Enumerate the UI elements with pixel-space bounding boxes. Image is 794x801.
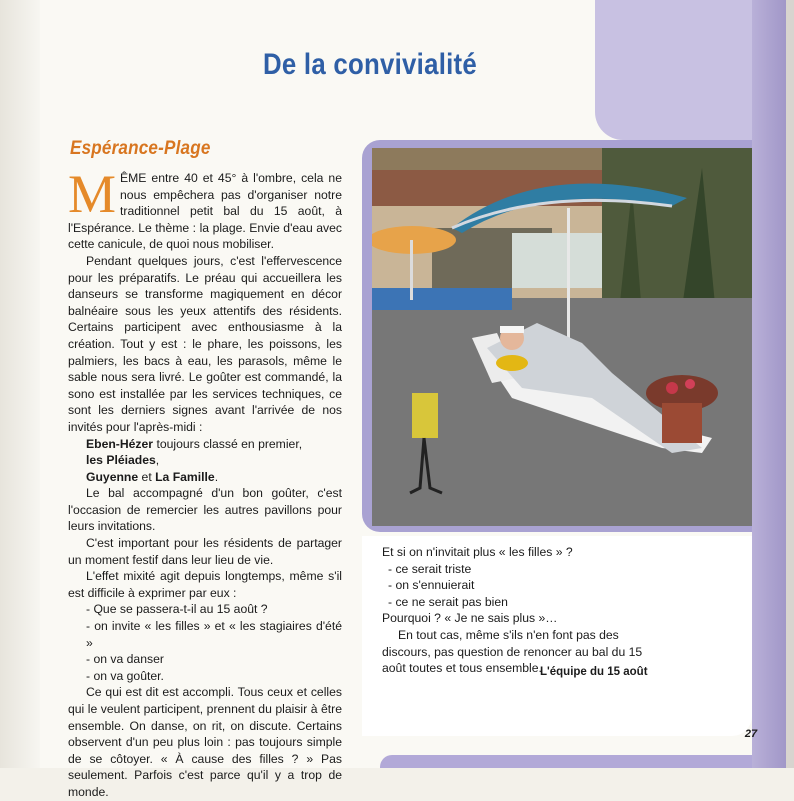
- list-item: - Que se passera-t-il au 15 août ?: [86, 602, 268, 617]
- quote-list: [68, 601, 342, 684]
- list-item: - on va danser: [86, 652, 164, 667]
- page-title: De la convivialité: [262, 48, 478, 81]
- list-item: - on va goûter.: [86, 668, 164, 683]
- article-line: Et si on n'invitait plus « les filles » ?: [382, 545, 573, 559]
- article-paragraph: C'est important pour les résidents de partager un moment festif dans leur lieu de vie.: [68, 536, 342, 567]
- article-paragraph: Pendant quelques jours, c'est l'effervescence pour les préparatifs. Le préau qui accueillera les danseurs se transforme magiquement en décor balnéaire sous les yeux attentifs des résidents. Certains participent avec enthousiasme à la création. Tout y est : le phare, les poissons, les palmiers, les bacs à eau, les parasols, même le sable nous sera livré. Le goûter est commandé, la sono est installée par les services techniques, ce sont les derniers signes avant l'arrivée de nos invités pour l'après-midi :: [68, 253, 342, 434]
- list-item: - ce serait triste: [388, 561, 472, 576]
- invite-line: Guyenne et La Famille.: [86, 469, 219, 484]
- invite-line: les Pléiades,: [86, 453, 160, 468]
- signature: L'équipe du 15 août: [540, 666, 648, 678]
- article-paragraph: Ce qui est dit est accompli. Tous ceux et celles qui le veulent participent, prennent du plaisir à être ensemble. On danse, on rit, on discute. Certains observent d'un peu plus loin : pas toujours simple de se côtoyer. « À cause des filles ? » Pas seulement. Parfois c'est parce qu'il y a trop de monde.: [68, 685, 342, 799]
- list-item: - on s'ennuierait: [388, 578, 475, 593]
- drop-cap: M: [68, 164, 117, 224]
- article-paragraph: En tout cas, même s'ils n'en font pas des discours, pas question de renoncer au bal du 15 août toutes et tous ensemble.: [382, 627, 643, 676]
- book-spine: [0, 0, 40, 768]
- section-title: Espérance-Plage: [70, 138, 211, 159]
- article-line: Pourquoi ? « Je ne sais plus »…: [382, 611, 558, 626]
- invite-line: Eben-Hézer toujours classé en premier,: [86, 436, 303, 451]
- list-item: - on invite « les filles » et « les stagiaires d'été »: [86, 619, 342, 650]
- page-edge-strip: [752, 0, 794, 768]
- page-number: 27: [744, 728, 758, 740]
- list-item: - ce ne serait pas bien: [388, 594, 508, 609]
- photo: [372, 148, 752, 526]
- right-article-column: [382, 544, 738, 677]
- article-paragraph: MÊME entre 40 et 45° à l'ombre, cela ne nous empêchera pas d'organiser notre traditionnel petit bal du 15 août, à l'Espérance. Le thème : la plage. Envie d'eau avec cette canicule, de quoi nous mobiliser.: [68, 164, 342, 252]
- left-article-column: [68, 164, 342, 801]
- article-paragraph: L'effet mixité agit depuis longtemps, même s'il est difficile à exprimer par eux :: [68, 569, 342, 600]
- photo-illustration: [372, 148, 752, 526]
- decorative-bar: [380, 755, 752, 768]
- article-paragraph: Le bal accompagné d'un bon goûter, c'est l'occasion de remercier les autres pavillons pour leurs invitations.: [68, 486, 342, 534]
